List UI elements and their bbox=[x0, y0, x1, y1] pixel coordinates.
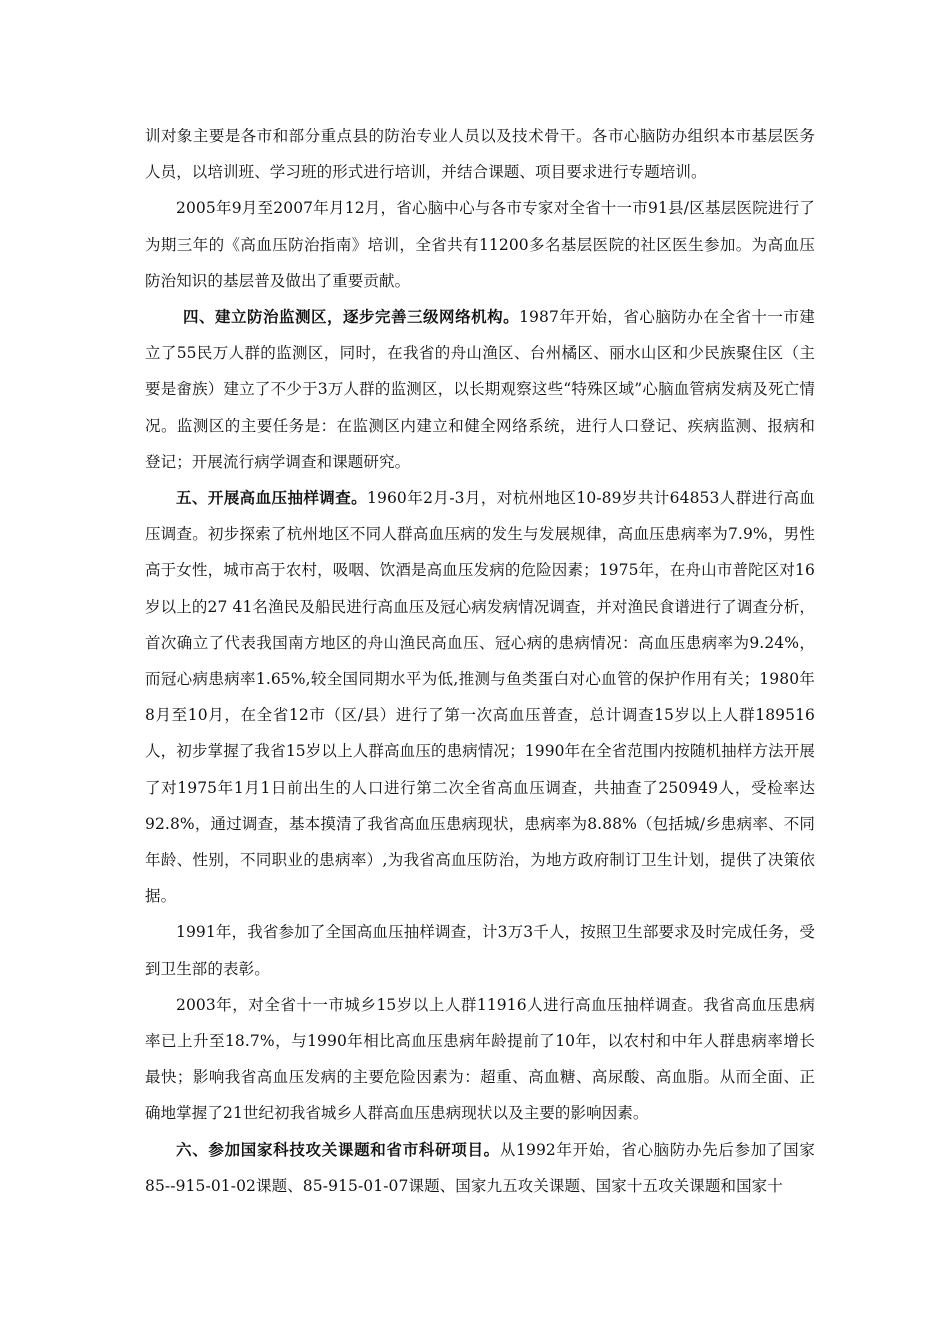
paragraph-text: 从1992年开始，省心脑防办先后参加了国家85--915-01-02课题、85-915-01-07课题、国家九五攻关课题、国家十五攻关课题和国家十 bbox=[145, 1140, 815, 1195]
paragraph-1991-survey bbox=[145, 914, 815, 986]
paragraph-guideline-training bbox=[145, 190, 815, 299]
document-page bbox=[145, 118, 815, 1204]
paragraph-text: 1960年2月-3月，对杭州地区10-89岁共计64853人群进行高血压调查。初步探索了杭州地区不同人群高血压病的发生与发展规律，高血压患病率为7.9%，男性高于女性，城市高于农村，吸咽、饮酒是高血压发病的危险因素；1975年，在舟山市普陀区对16岁以上的27 41名渔民及船民进行高血压及冠心病发病情况调查，并对渔民食谱进行了调查分析，首次确立了代表我国南方地区的舟山渔民高血压、冠心病的患病情况：高血压患病率为9.24%，而冠心病患病率1.65%,较全国同期水平为低,推测与鱼类蛋白对心血管的保护作用有关；1980年8月至10月，在全省12市（区/县）进行了第一次高血压普查，总计调查15岁以上人群189516人，初步掌握了我省15岁以上人群高血压的患病情况；1990年在全省范围内按随机抽样方法开展了对1975年1月1日前出生的人口进行第二次全省高血压调查，共抽查了250949人，受检率达92.8%，通过调查，基本摸清了我省高血压患病现状，患病率为8.88%（包括城/乡患病率、不同年龄、性别，不同职业的患病率）,为我省高血压防治，为地方政府制订卫生计划，提供了决策依据。 bbox=[145, 489, 815, 906]
section-heading-five: 五、开展高血压抽样调查。 bbox=[176, 488, 368, 508]
paragraph-monitoring-areas bbox=[145, 299, 815, 480]
paragraph-research-projects bbox=[145, 1132, 815, 1204]
section-heading-six: 六、参加国家科技攻关课题和省市科研项目。 bbox=[176, 1139, 500, 1159]
paragraph-2003-survey bbox=[145, 987, 815, 1132]
paragraph-text: 1987年开始，省心脑防办在全省十一市建立了55民万人群的监测区，同时，在我省的舟山渔区、台州橘区、丽水山区和少民族聚住区（主要是畲族）建立了不少于3万人群的监测区，以长期观察这些“特殊区域”心脑血管病发病及死亡情况。监测区的主要任务是：在监测区内建立和健全网络系统，进行人口登记、疾病监测、报病和登记；开展流行病学调查和课题研究。 bbox=[145, 308, 816, 471]
paragraph-text: 2003年，对全省十一市城乡15岁以上人群11916人进行高血压抽样调查。我省高血压患病率已上升至18.7%，与1990年相比高血压患病年龄提前了10年，以农村和中年人群患病率增长最快；影响我省高血压发病的主要危险因素为：超重、高血糖、高尿酸、高血脂。从而全面、正确地掌握了21世纪初我省城乡人群高血压患病现状以及主要的影响因素。 bbox=[145, 995, 815, 1123]
paragraph-text: 训对象主要是各市和部分重点县的防治专业人员以及技术骨干。各市心脑防办组织本市基层医务人员，以培训班、学习班的形式进行培训，并结合课题、项目要求进行专题培训。 bbox=[145, 127, 815, 182]
paragraph-hypertension-surveys bbox=[145, 480, 815, 914]
paragraph-text: 1991年，我省参加了全国高血压抽样调查，计3万3千人，按照卫生部要求及时完成任务，受到卫生部的表彰。 bbox=[145, 923, 815, 978]
paragraph-text: 2005年9月至2007年月12月，省心脑中心与各市专家对全省十一市91县/区基层医院进行了为期三年的《高血压防治指南》培训，全省共有11200多名基层医院的社区医生参加。为高血压防治知识的基层普及做出了重要贡献。 bbox=[145, 199, 815, 290]
section-heading-four: 四、建立防治监测区，逐步完善三级网络机构。 bbox=[183, 307, 520, 327]
paragraph-training-targets bbox=[145, 118, 815, 190]
